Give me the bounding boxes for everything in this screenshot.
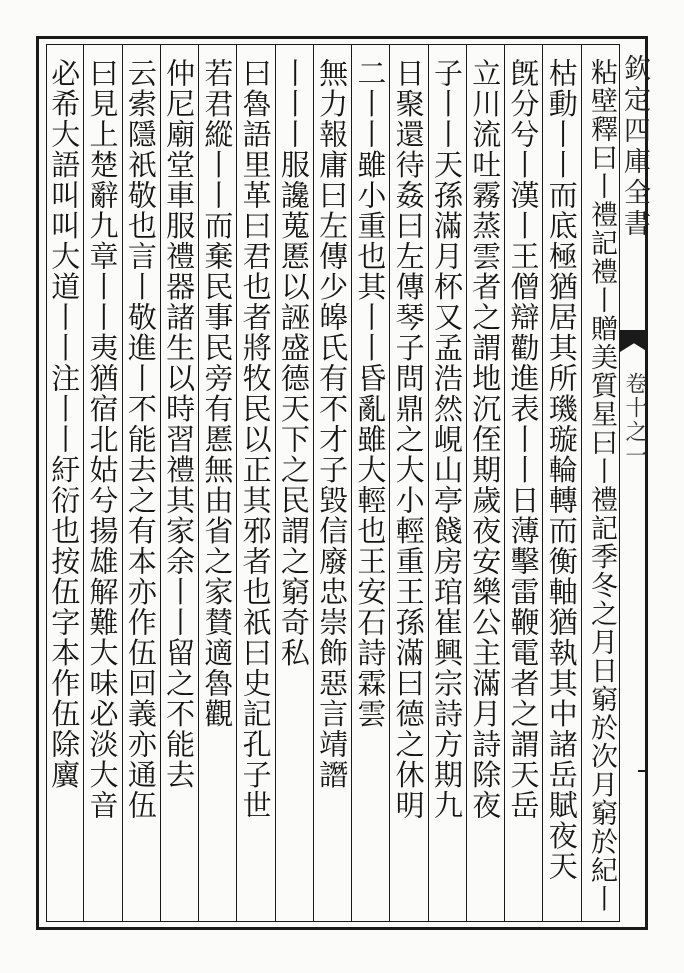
text-columns xyxy=(46,44,620,922)
text-column-7: 二丨丨雖小重也其丨丨昏亂雖大輕也王安石詩霖雲 xyxy=(352,44,390,922)
text-column-14: 曰見上楚辭九章丨丨夷猶宿北姑兮揚雄解難大味必淡大音 xyxy=(84,44,122,922)
margin-tick xyxy=(638,770,648,772)
text-column-8: 無力報庸曰左傳少皞氏有不才子毀信廢忠崇飾惡言靖譖 xyxy=(314,44,352,922)
text-column-11: 若君縱丨丨而棄民事民旁有慝無由省之家賛適魯觀 xyxy=(199,44,237,922)
library-title: 欽定四庫全書 xyxy=(619,54,650,240)
text-column-12: 仲尼廟堂車服禮器諸生以時習禮其家余丨丨留之不能去 xyxy=(161,44,199,922)
text-column-2: 枯動丨丨而底極猶居其所璣璇輪轉而衡軸猶執其中諸岳賦夜天 xyxy=(543,44,581,922)
volume-label: 卷十之一 xyxy=(622,372,647,468)
text-column-15: 必希大語叫叫大道丨丨注丨丨紆衍也按伍字本作伍除㢞 xyxy=(46,44,84,922)
text-column-3: 旣分兮丨漢丨王僧辯勸進表丨丨日薄擊雷鞭電者之謂天岳 xyxy=(505,44,543,922)
text-column-6: 日聚還待姦曰左傳琴子問鼎之大小輕重王孫滿曰德之休明 xyxy=(390,44,428,922)
text-column-1: 粘壁釋曰丨禮記禮丨贈美質星曰丨禮記季冬之月日窮於次月窮於紀丨 xyxy=(586,58,617,913)
text-column-13: 云索隱祇敬也言丨敬進丨不能去之有本亦作伍回義亦通伍 xyxy=(123,44,161,922)
text-column-5: 子丨丨天孫滿月杯又孟浩然峴山亭餞房琯崔興宗詩方期九 xyxy=(429,44,467,922)
text-column-4: 立川流吐霧蒸雲者之謂地沉侄期歲夜安樂公主滿月詩除夜 xyxy=(467,44,505,922)
text-column-10: 曰魯語里革曰君也者將牧民以正其邪者也祇曰史記孔子世 xyxy=(237,44,275,922)
text-column-9: 丨丨丨服讒蒐慝以誣盛德天下之民謂之窮奇私 xyxy=(276,44,314,922)
